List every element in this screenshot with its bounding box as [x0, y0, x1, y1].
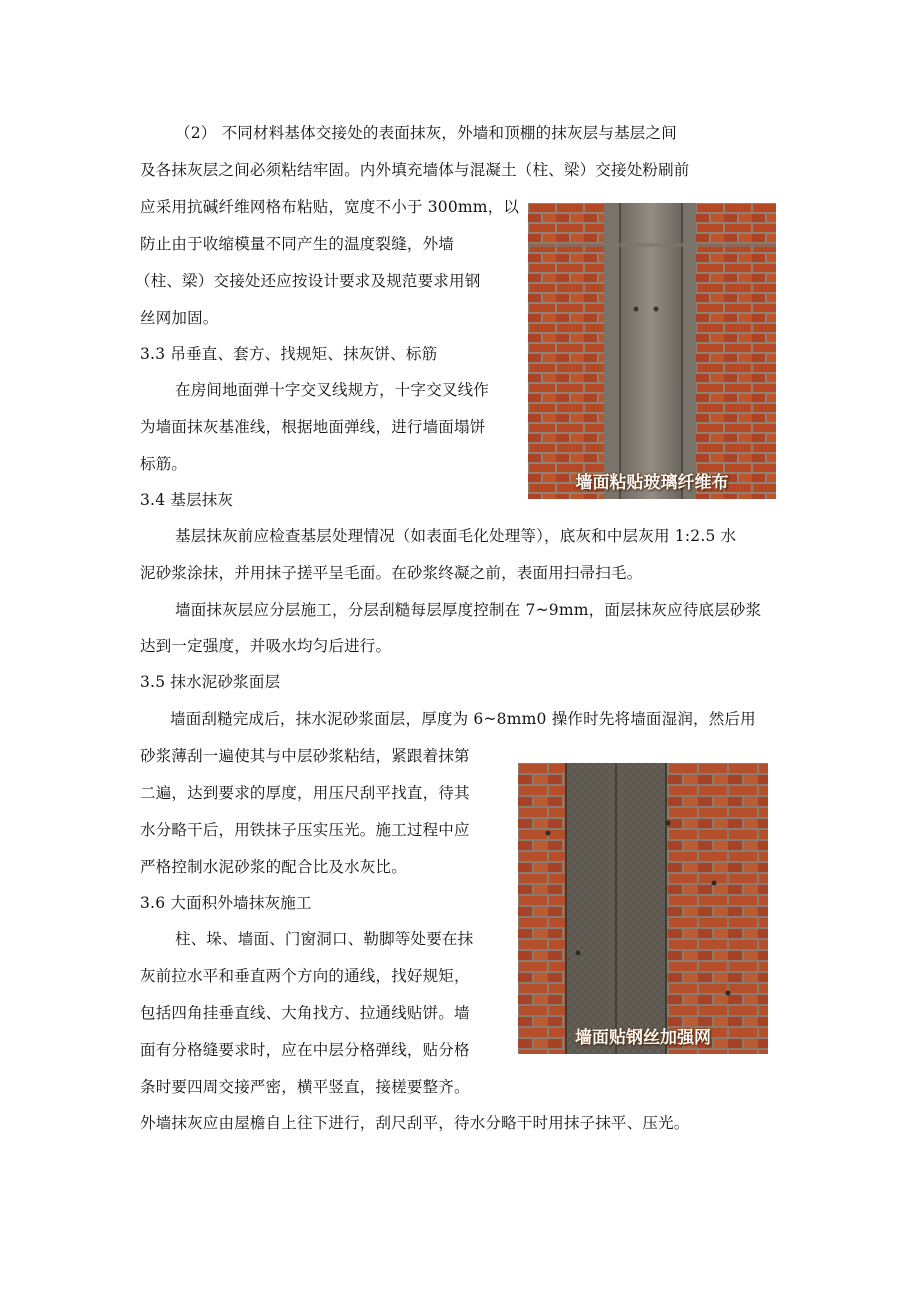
photo-fiberglass-mesh: [528, 203, 776, 499]
paragraph-3-4-line-4: 达到一定强度，并吸水均匀后进行。: [140, 637, 392, 655]
paragraph-3-3-line-3: 标筋。: [140, 455, 188, 473]
heading-3-5: 3.5 抹水泥砂浆面层: [140, 673, 281, 691]
paragraph-3-6-line-5: 条时要四周交接严密，横平竖直，接槎要整齐。: [140, 1078, 470, 1096]
paragraph-3-6-line-3: 包括四角挂垂直线、大角找方、拉通线贴饼。墙: [140, 1004, 470, 1022]
paragraph-3-3-line-1: 在房间地面弹十字交叉线规方，十字交叉线作: [175, 381, 490, 399]
paragraph-3-5-line-2: 砂浆薄刮一遍使其与中层砂浆粘结，紧跟着抹第: [140, 747, 470, 765]
paragraph-3-6-line-1: 柱、垛、墙面、门窗洞口、勒脚等处要在抹: [175, 930, 474, 948]
photo-fiberglass-mesh-image: [528, 203, 776, 499]
paragraph-3-5-line-3: 二遍，达到要求的厚度，用压尺刮平找直，待其: [140, 784, 470, 802]
paragraph-3-6-line-4: 面有分格缝要求时，应在中层分格弹线，贴分格: [140, 1041, 470, 1059]
paragraph-2-line-1: （2） 不同材料基体交接处的表面抹灰，外墙和顶棚的抹灰层与基层之间: [175, 124, 677, 142]
paragraph-3-4-line-3: 墙面抹灰层应分层施工，分层刮糙每层厚度控制在 7~9mm，面层抹灰应待底层砂浆: [175, 601, 762, 619]
paragraph-3-5-line-5: 严格控制水泥砂浆的配合比及水灰比。: [140, 858, 407, 876]
paragraph-2-line-5: （柱、梁）交接处还应按设计要求及规范要求用钢: [135, 272, 481, 290]
paragraph-2-line-3: 应采用抗碱纤维网格布粘贴，宽度不小于 300mm，以: [140, 198, 520, 216]
paragraph-3-4-line-1: 基层抹灰前应检查基层处理情况（如表面毛化处理等），底灰和中层灰用 1:2.5 水: [175, 527, 737, 545]
paragraph-3-4-line-2: 泥砂浆涂抹，并用抹子搓平呈毛面。在砂浆终凝之前，表面用扫帚扫毛。: [140, 564, 643, 582]
heading-3-3: 3.3 吊垂直、套方、找规矩、抹灰饼、标筋: [140, 345, 438, 363]
paragraph-3-3-line-2: 为墙面抹灰基准线，根据地面弹线，进行墙面塌饼: [140, 418, 486, 436]
paragraph-3-5-line-4: 水分略干后，用铁抹子压实压光。施工过程中应: [140, 821, 470, 839]
photo-steel-wire-mesh: [518, 763, 768, 1054]
paragraph-3-6-line-2: 灰前拉水平和垂直两个方向的通线，找好规矩，: [140, 967, 470, 985]
paragraph-2-line-4: 防止由于收缩模量不同产生的温度裂缝，外墙: [140, 235, 455, 253]
paragraph-3-5-line-1: 墙面刮糙完成后，抹水泥砂浆面层，厚度为 6~8mm0 操作时先将墙面湿润，然后用: [170, 710, 756, 728]
paragraph-2-line-6: 丝网加固。: [140, 309, 219, 327]
photo-fiberglass-mesh-caption: 墙面粘贴玻璃纤维布: [575, 473, 729, 493]
photo-steel-wire-mesh-image: [518, 763, 768, 1054]
paragraph-3-6-line-6: 外墙抹灰应由屋檐自上往下进行，刮尺刮平，待水分略干时用抹子抹平、压光。: [140, 1114, 690, 1132]
photo-steel-wire-mesh-caption: 墙面贴钢丝加强网: [575, 1028, 711, 1048]
paragraph-2-line-2: 及各抹灰层之间必须粘结牢固。内外填充墙体与混凝土（柱、梁）交接处粉刷前: [140, 161, 690, 179]
heading-3-6: 3.6 大面积外墙抹灰施工: [140, 894, 312, 912]
heading-3-4: 3.4 基层抹灰: [140, 491, 234, 509]
